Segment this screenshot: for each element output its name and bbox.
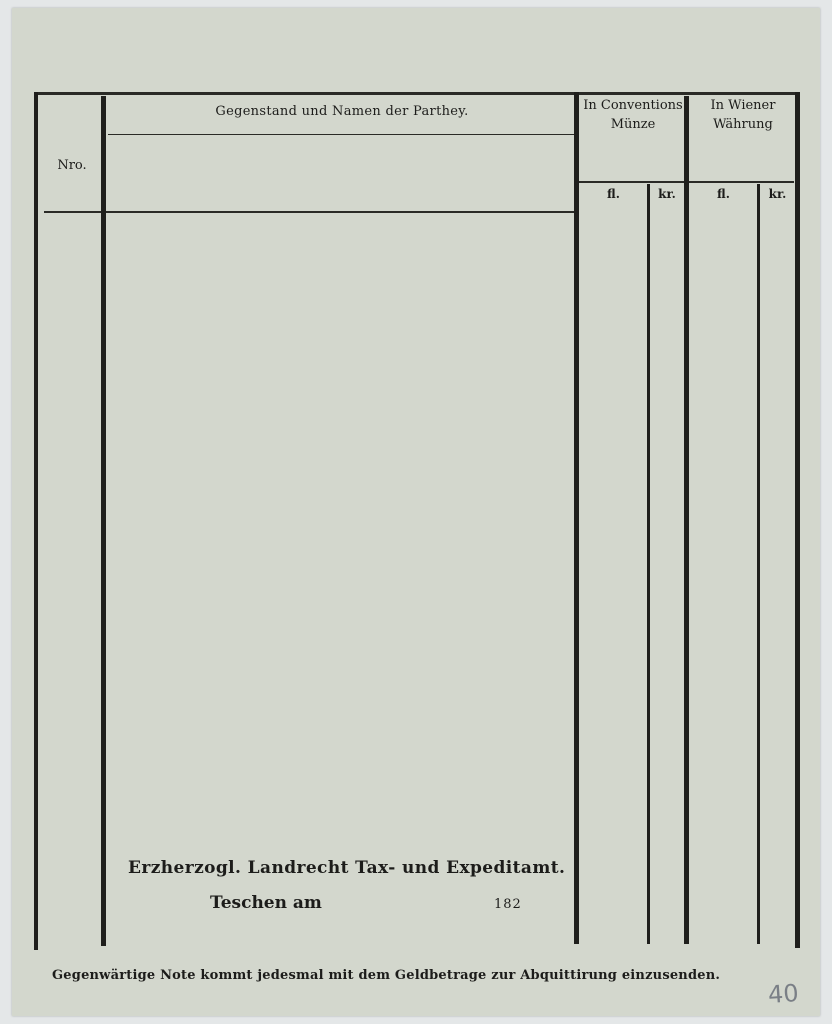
- office-name: Erzherzogl. Landrecht Tax- und Expeditamt.: [128, 858, 566, 878]
- conv-kr-rule: [647, 184, 650, 944]
- table-top-rule: [36, 92, 799, 95]
- conv-kr-header: kr.: [658, 187, 676, 201]
- frame-left-rule: [34, 92, 38, 950]
- year-field: 182: [494, 897, 522, 912]
- wien-kr-rule: [757, 184, 760, 944]
- frame-right-rule: [795, 92, 800, 948]
- convention-currency-header: In Conventions Münze: [583, 98, 683, 132]
- subject-column-rule: [574, 92, 579, 944]
- pencil-annotation: 40: [767, 978, 800, 1010]
- header-bottom-rule-left: [44, 211, 578, 213]
- number-header: Nro.: [57, 158, 87, 173]
- currency-divider-rule: [684, 96, 689, 944]
- bleed-through-text: [520, 180, 524, 195]
- place-date-label: Teschen am: [210, 893, 322, 913]
- subject-header: Gegenstand und Namen der Parthey.: [215, 104, 469, 119]
- wien-kr-header: kr.: [768, 187, 787, 201]
- footer-note: Gegenwärtige Note kommt jedesmal mit dem Geldbetrage zur Abquittirung einzusenden.: [52, 968, 721, 983]
- vienna-currency-header: In Wiener Währung: [710, 98, 776, 132]
- conv-fl-header: fl.: [607, 187, 620, 201]
- subject-header-rule: [108, 134, 576, 135]
- wien-fl-header: fl.: [717, 187, 730, 201]
- number-column-rule: [101, 96, 106, 946]
